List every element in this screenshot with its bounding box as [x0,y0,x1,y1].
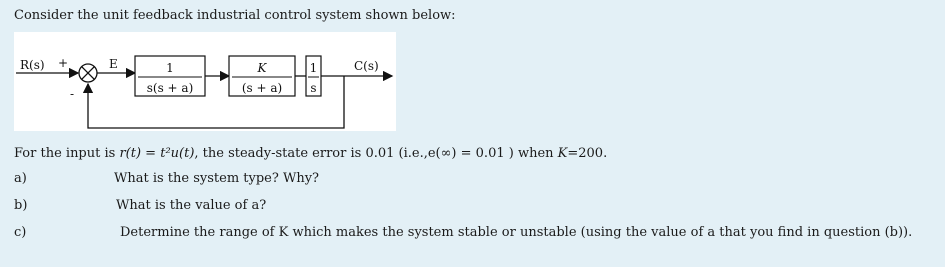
question-a-label: a) [14,171,27,186]
given-input-func: r(t) [119,146,142,161]
given-post: =200. [567,146,608,161]
block-1-numerator: 1 [166,61,174,75]
given-ramp: t²u(t) [160,146,195,161]
question-c-label: c) [14,225,27,240]
input-label: R(s) [20,58,45,72]
summing-junction [79,64,97,82]
block-2-numerator: K [257,61,267,75]
intro-text: Consider the unit feedback industrial control system shown below: [14,8,456,23]
block-3-denominator: s [310,81,317,95]
given-mid: , the steady-state error is 0.01 (i.e.,e(∞) = 0.01 ) when [194,146,558,161]
block-3-numerator: 1 [309,61,318,75]
error-label: E [109,57,118,71]
question-c-text: Determine the range of K which makes the system stable or unstable (using the value of a that you find in question (b)). [120,225,913,240]
block-diagram-svg [14,32,396,131]
given-k: K [557,146,568,161]
block-2-denominator: (s + a) [241,81,283,95]
given-equals: = [141,146,161,161]
question-a-text: What is the system type? Why? [114,171,320,186]
question-b-text: What is the value of a? [116,198,267,213]
minus-sign: - [70,87,75,101]
output-label: C(s) [354,59,379,73]
plus-sign: + [58,56,69,70]
block-diagram [14,32,396,131]
given-pre: For the input is [14,146,120,161]
block-1-denominator: s(s + a) [146,81,194,95]
question-b-label: b) [14,198,28,213]
given-condition [14,146,607,161]
